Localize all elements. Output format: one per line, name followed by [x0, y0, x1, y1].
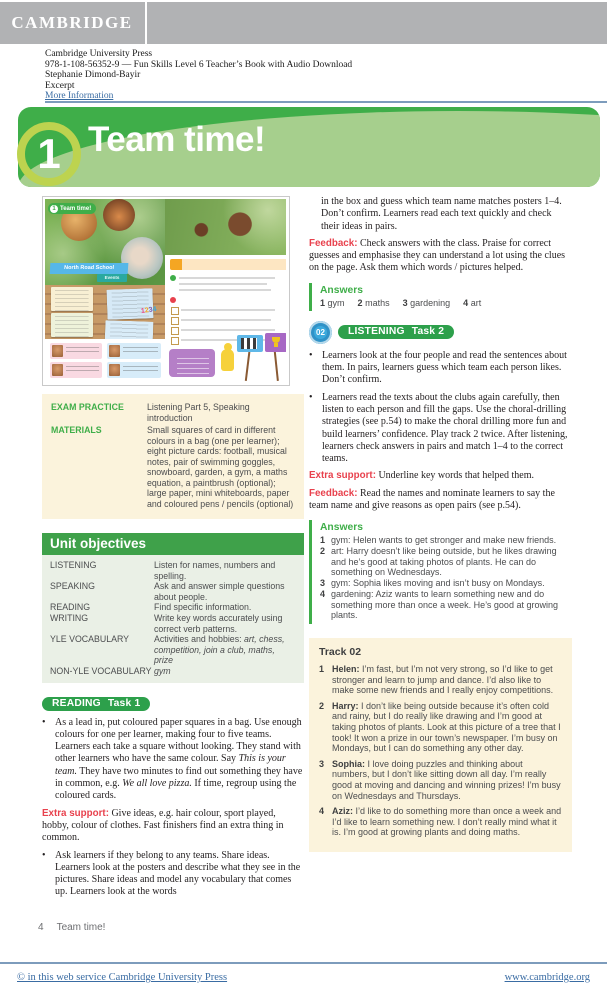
- exercise-line: [179, 283, 267, 285]
- tip-box: [170, 259, 286, 270]
- book-right-page: [165, 199, 286, 381]
- materials-value: Small squares of card in different colours in a bag (one per learner); eight picture cards: football, musical notes, pair of swimming goggles, snowboard, garden, a gym, a maths equation, a paintbrush (optional); large paper, mini whiteboards, paper and coloured pens / pencils (optional): [147, 425, 294, 509]
- answers-title: Answers: [320, 522, 363, 534]
- exercise-line: [181, 319, 271, 321]
- listening-task-header: [309, 321, 572, 344]
- continuation-paragraph: in the box and guess which team name matches posters 1–4. Don’t confirm. Learners read each text quickly and check their ideas in pairs.: [321, 196, 562, 232]
- listening-bullet-1: • Learners look at the four people and read the sentences about them. In pairs, learners guess which team each person likes. Don’t confirm.: [309, 349, 567, 386]
- school-events-tag: Events: [97, 274, 127, 282]
- bullet-marker: •: [309, 391, 313, 403]
- checkbox: [171, 327, 179, 335]
- answers-box-1: [309, 283, 572, 311]
- cambridge-header-bar: [0, 2, 607, 44]
- transcript-item: 4 Aziz: I’d like to do something more than once a week and I’d like to learn something new. I don’t really mind what it is. I’m good at growing plants and doing maths.: [319, 806, 562, 838]
- unit-objectives-body: [42, 555, 304, 683]
- photo-circle-market: [103, 199, 135, 231]
- sticky-note: [106, 288, 153, 320]
- reading-extra-support: Extra support: Give ideas, e.g. hair colour, sport played, hobby, colour of clothes. Fast finishers find an extra thing in common.: [42, 807, 284, 844]
- transcript-item: 2 Harry: I don’t like being outside because it’s often cold and rainy, but I do really like drawing and I’m good at taking photos of plants. Look at this picture of a tree that I took! It won a prize in our town’s newspaper. I’m busy on Mondays, but I can do something any other day.: [319, 700, 561, 754]
- exercise-line: [181, 329, 275, 331]
- answer-item: 2 art: Harry doesn’t like being outside, but he likes drawing and he’s good at taking photos of plants. He can do something on Wednesdays.: [320, 546, 557, 578]
- book-unit-number: 1: [50, 205, 58, 213]
- unit-number: 1: [37, 130, 61, 177]
- person-card: [50, 362, 102, 378]
- answers-box-2: [309, 520, 572, 624]
- answer-item: 1 gym: Helen wants to get stronger and make new friends.: [320, 535, 557, 546]
- reading-bullet-1: • As a lead in, put coloured paper squares in a bag. Use enough colours for one per learner, making four to five teams. Learners each take a square without looking. They stand with other learners who have the same colour. Say This is your team. They have two minutes to find out something they have in common, e.g. We all love pizza. If time, regroup using the coloured cards.: [42, 716, 303, 802]
- objective-row: SPEAKING Ask and answer simple questions about people.: [50, 581, 285, 602]
- objective-row: WRITING Write key words accurately using correct verb patterns.: [50, 612, 283, 634]
- feedback-paragraph-2: Feedback: Read the names and nominate learners to say the team name and give reasons as open pairs (see p.54).: [309, 487, 555, 512]
- exam-practice-row: [51, 402, 295, 423]
- footer-unit-title: Team time!: [56, 922, 106, 933]
- document-meta: [45, 49, 352, 102]
- sticky-note: [51, 287, 93, 311]
- transcript-item: 3 Sophia: I love doing puzzles and thinking about numbers, but I don’t like sitting down all day. I’m really good at moving and dancing and winning prizes! I’m busy on Wednesdays and Thursdays.: [319, 758, 561, 801]
- header-divider-line: [45, 101, 607, 103]
- bullet-marker: •: [309, 349, 313, 361]
- book-unit-label: [48, 203, 96, 214]
- person-card: [50, 343, 102, 359]
- exercise-line: [179, 289, 271, 291]
- page-number: 4: [38, 922, 44, 933]
- reading-bullet-2: • Ask learners if they belong to any teams. Share ideas. Learners look at the posters and describe what they see in the pictures. Share ideas and model any vocabulary that comes up. Learners look at the words: [42, 849, 301, 898]
- meta-isbn-title: 978-1-108-56352-9 — Fun Skills Level 6 Teacher’s Book with Audio Download: [45, 59, 353, 70]
- person-card: [107, 362, 161, 378]
- unit-title: Team time!: [88, 120, 266, 159]
- student-book-page-image: [42, 196, 290, 386]
- exam-practice-box: [42, 394, 304, 519]
- chess-flag: [237, 335, 263, 352]
- mascot: [221, 349, 234, 371]
- cambridge-logo: CAMBRIDGE: [11, 13, 133, 32]
- audio-track-icon: 02: [309, 321, 332, 344]
- reading-task-header: [42, 693, 304, 711]
- meta-excerpt: Excerpt: [45, 80, 75, 91]
- unit-objectives-title: Unit objectives: [42, 533, 304, 555]
- school-banner: North Road School: [50, 263, 129, 274]
- bullet-marker: •: [42, 849, 46, 861]
- book-unit-title: Team time!: [60, 205, 92, 212]
- reading-task-badge: READING Task 1: [42, 697, 150, 711]
- your-turn-box: [169, 349, 215, 377]
- child-photo: [165, 199, 286, 255]
- objective-row: LISTENING Listen for names, numbers and spelling.: [50, 560, 276, 581]
- book-left-page: [45, 199, 165, 381]
- more-information-link[interactable]: More Information: [45, 91, 114, 102]
- objective-row: YLE VOCABULARY Activities and hobbies: art, chess, competition, join a club, maths, prize: [50, 634, 285, 666]
- page-footer-info: [38, 922, 105, 933]
- track-02-transcript-box: [309, 638, 572, 852]
- trophy-flag: [265, 333, 286, 352]
- answers-title: Answers: [320, 284, 363, 296]
- checkbox: [171, 317, 179, 325]
- maths-numbers-decoration: 1234: [140, 305, 158, 316]
- answer-item: 4 gardening: Aziz wants to learn something new and do something more than once a week. He’s good at growing plants.: [320, 588, 558, 621]
- sticky-note: [51, 313, 93, 337]
- person-card: [107, 343, 161, 359]
- bullet-marker: •: [42, 716, 46, 728]
- exercise-line: [179, 277, 275, 279]
- listening-bullet-2: • Learners read the texts about the clubs again carefully, then listen to each person and fill the gaps. Use the choral-drilling strategies (see p.54) to make the choral drilling more fun and build learners’ confidence. Play track 2 twice. After listening, learners check answers in pairs and match 1–4 to the correct teams.: [309, 391, 568, 465]
- checkbox: [171, 337, 179, 345]
- checkbox: [171, 307, 179, 315]
- exam-practice-value: Listening Part 5, Speaking introduction: [147, 402, 250, 423]
- materials-label: MATERIALS: [51, 425, 102, 435]
- feedback-paragraph-1: Feedback: Check answers with the class. Praise for correct guesses and emphasise they can understand a lot using the clues on the page. Ask them which words / pictures helped.: [309, 237, 566, 274]
- listening-task-badge: LISTENING Task 2: [338, 325, 454, 339]
- exam-practice-label: EXAM PRACTICE: [51, 402, 124, 412]
- answer-item: 3 gym: Sophia likes moving and isn’t busy on Mondays.: [320, 578, 545, 589]
- meta-publisher: Cambridge University Press: [45, 49, 153, 59]
- objective-row: READING Find specific information.: [50, 602, 252, 613]
- transcript-item: 1 Helen: I’m fast, but I’m not very strong, so I’d like to get stronger and learn to jump and dance. I’d also like to make some new friends and I really enjoy competitions.: [319, 663, 554, 696]
- objective-row: NON-YLE VOCABULARY gym: [50, 665, 171, 676]
- copyright-link[interactable]: © in this web service Cambridge University Press: [17, 972, 228, 983]
- cambridge-website-link[interactable]: www.cambridge.org: [504, 972, 590, 983]
- unit-banner: [18, 107, 600, 187]
- logo-divider: [145, 2, 147, 44]
- meta-author: Stephanie Dimond-Bayir: [45, 70, 141, 81]
- listening-extra-support: Extra support: Underline key words that helped them.: [309, 470, 534, 482]
- track-title: Track 02: [319, 645, 362, 658]
- answers-inline-list: 1 gym 2 maths 3 gardening 4 art: [320, 297, 482, 308]
- exercise-number-dot: [170, 275, 176, 281]
- unit-number-circle: [17, 122, 81, 186]
- footer-divider-line: [0, 962, 607, 964]
- exercise-number-dot: [170, 297, 176, 303]
- unit-objectives-box: [42, 533, 304, 683]
- footer-links: [17, 972, 590, 983]
- exercise-line: [181, 309, 275, 311]
- materials-row: [51, 425, 295, 509]
